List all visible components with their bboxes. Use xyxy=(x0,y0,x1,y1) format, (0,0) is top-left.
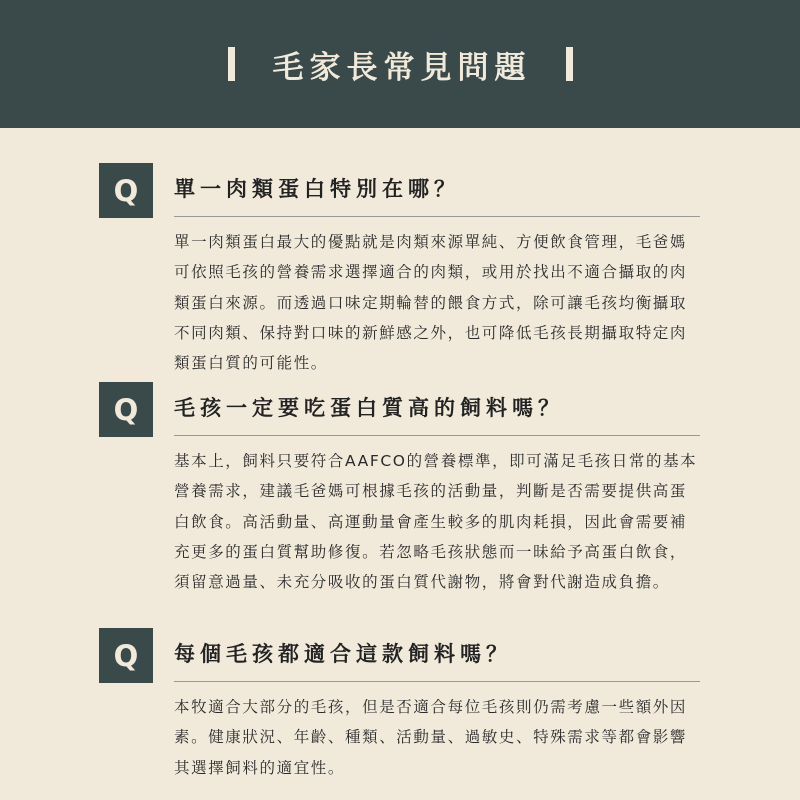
question-badge: Q xyxy=(99,382,153,437)
question-title: 每個毛孩都適合這款飼料嗎？ xyxy=(174,642,512,666)
question-title: 單一肉類蛋白特別在哪？ xyxy=(174,177,460,201)
header-left-bar xyxy=(228,47,235,81)
divider xyxy=(174,216,700,217)
answer-text: 單一肉類蛋白最大的優點就是肉類來源單純、方便飲食管理，毛爸媽可依照毛孩的營養需求選擇適合的肉類，或用於找出不適合攝取的肉類蛋白來源。而透過口味定期輪替的餵食方式，除可讓毛孩均衡攝取不同肉類、保持對口味的新鮮感之外，也可降低毛孩長期攝取特定肉類蛋白質的可能性。 xyxy=(174,233,688,373)
page-header xyxy=(0,0,800,128)
question-title: 毛孩一定要吃蛋白質高的飼料嗎？ xyxy=(174,396,564,420)
header-right-bar xyxy=(566,47,573,81)
divider xyxy=(174,681,700,682)
answer-text: 本牧適合大部分的毛孩，但是否適合每位毛孩則仍需考慮一些額外因素。健康狀況、年齡、種類、活動量、過敏史、特殊需求等都會影響其選擇飼料的適宜性。 xyxy=(174,698,688,777)
question-badge: Q xyxy=(99,163,153,218)
page-title: 毛家長常見問題 xyxy=(272,49,532,86)
question-badge: Q xyxy=(99,628,153,683)
divider xyxy=(174,435,700,436)
answer-text: 基本上，飼料只要符合AAFCO的營養標準，即可滿足毛孩日常的基本營養需求，建議毛爸媽可根據毛孩的活動量，判斷是否需要提供高蛋白飲食。高活動量、高運動量會產生較多的肌肉耗損，因此會需要補充更多的蛋白質幫助修復。若忽略毛孩狀態而一昧給予高蛋白飲食，須留意過量、未充分吸收的蛋白質代謝物，將會對代謝造成負擔。 xyxy=(174,452,698,592)
